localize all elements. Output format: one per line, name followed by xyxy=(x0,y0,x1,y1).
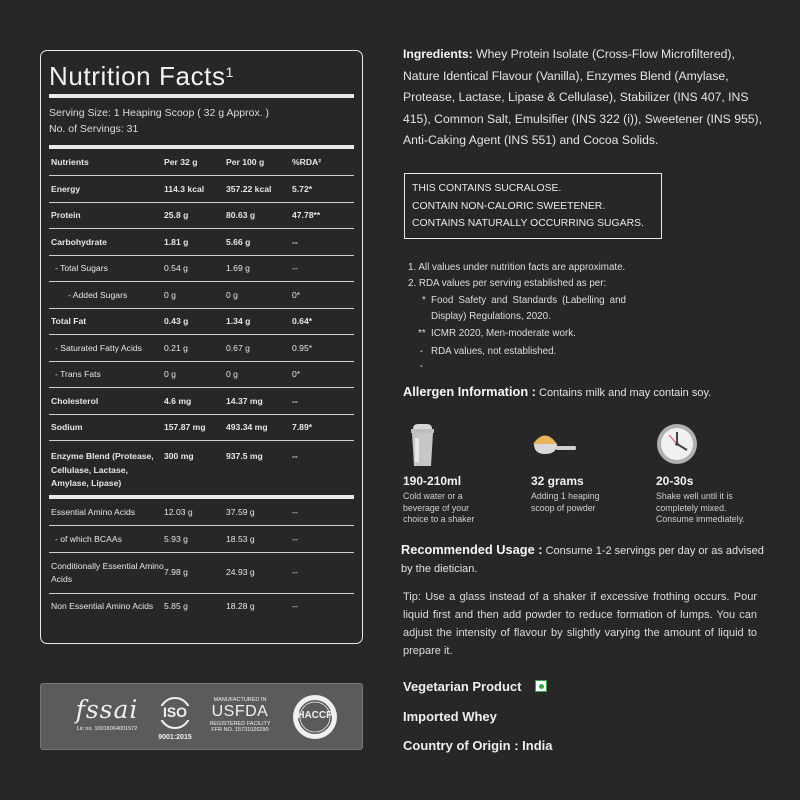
warning-line: THIS CONTAINS SUCRALOSE. xyxy=(412,183,562,194)
row-per-100g: 0 g xyxy=(226,289,238,300)
fssai-text: fssai xyxy=(75,695,139,724)
header-nutrients: Nutrients xyxy=(51,157,89,167)
row-per-32g: 1.81 g xyxy=(164,236,189,247)
table-row xyxy=(49,309,354,336)
serving-size: Serving Size: 1 Heaping Scoop ( 32 g Approx. ) xyxy=(49,107,270,119)
iso-num: 9001:2015 xyxy=(158,734,192,741)
warning-line: CONTAIN NON-CALORIC SWEETENER. xyxy=(412,200,606,212)
row-per-32g: 157.87 mg xyxy=(164,422,206,433)
certifications-strip xyxy=(40,683,363,750)
ingredients-text: Whey Protein Isolate (Cross-Flow Microfiltered), Nature Identical Flavour (Vanilla), Enzymes Blend (Amylase, Protease, Lactase, Lipase & Cellulase), Stabilizer (INS 407, INS 415), Common Salt, Emulsifier (INS 322 (i)), Sweetener (INS 955), Anti-Caking Agent (INS 551) and Cocoa Solids. xyxy=(403,47,762,147)
usage-step-scoop xyxy=(531,420,641,514)
ingredients-label: Ingredients: xyxy=(403,47,473,61)
footnotes xyxy=(408,260,758,375)
footnote-text: 1. All values under nutrition facts are approximate. xyxy=(408,262,626,273)
allergen-text: Contains milk and may contain soy. xyxy=(535,387,712,399)
row-per-100g: 493.34 mg xyxy=(226,422,268,433)
row-rda: -- xyxy=(292,263,298,274)
row-nutrient: Sodium xyxy=(51,422,83,433)
row-per-32g: 0 g xyxy=(164,289,176,300)
row-rda: 7.89* xyxy=(292,422,313,433)
table-row xyxy=(49,203,354,230)
row-per-100g: 1.34 g xyxy=(226,316,251,327)
usage-step-desc: Adding 1 heaping scoop of powder xyxy=(531,491,600,513)
footnote-text: 2. RDA values per serving established as per: xyxy=(408,277,607,289)
row-per-100g: 5.66 g xyxy=(226,236,251,247)
row-nutrient: Carbohydrate xyxy=(51,236,107,247)
row-per-32g: 0 g xyxy=(164,369,176,380)
usage-step-title: 190-210ml xyxy=(403,474,462,488)
usage-tip: Tip: Use a glass instead of a shaker if excessive frothing occurs. Pour liquid first and then add powder to reduce formation of lumps. You can adjust the intensity of flavour by slightly varying the amount of liquid to prepare it. xyxy=(403,591,757,657)
row-per-32g: 4.6 mg xyxy=(164,395,192,406)
footnote-symbol: * xyxy=(422,295,426,306)
row-rda: -- xyxy=(292,507,298,517)
nutrition-facts-panel xyxy=(40,50,363,644)
imported-whey-label: Imported Whey xyxy=(403,709,497,724)
row-per-32g: 7.98 g xyxy=(164,567,188,578)
row-per-32g: 5.85 g xyxy=(164,601,188,611)
table-row xyxy=(49,594,354,635)
table-row xyxy=(49,388,354,415)
row-per-32g: 0.43 g xyxy=(164,316,189,327)
row-per-32g: 300 mg xyxy=(164,451,194,461)
nutrition-table xyxy=(49,149,354,635)
nutrition-table-header xyxy=(49,149,354,176)
country-of-origin: Country of Origin : India xyxy=(403,738,553,753)
row-rda: 0.95* xyxy=(292,342,313,353)
table-row xyxy=(49,499,354,526)
usfda-text: USFDA xyxy=(211,703,269,720)
row-rda: -- xyxy=(292,567,298,578)
row-nutrient: - Total Sugars xyxy=(55,263,108,274)
table-row xyxy=(49,526,354,553)
recommended-text: Consume 1-2 servings per day or as advised by the dietician. xyxy=(401,545,764,575)
footnote-sub xyxy=(408,293,758,324)
header-rda: %RDA² xyxy=(292,157,322,167)
vegetarian-label xyxy=(403,679,547,694)
row-per-100g: 937.5 mg xyxy=(226,451,263,461)
usfda-top: MANUFACTURED IN xyxy=(213,697,267,703)
veg-mark-icon xyxy=(535,680,547,692)
nutrition-title-text: Nutrition Facts xyxy=(49,61,226,91)
clock-icon xyxy=(656,420,706,470)
row-per-100g: 357.22 kcal xyxy=(226,183,272,194)
warning-line: CONTAINS NATURALLY OCCURRING SUGARS. xyxy=(412,218,644,229)
row-nutrient: - Added Sugars xyxy=(68,289,128,300)
vegetarian-text: Vegetarian Product xyxy=(403,679,522,694)
row-per-100g: 0 g xyxy=(226,369,238,380)
footnote-1 xyxy=(408,260,758,276)
usfda-ffr: FFR NO. 15731026290 xyxy=(211,727,269,733)
usage-step-title: 20-30s xyxy=(656,474,694,488)
usage-step-clock xyxy=(656,420,766,526)
table-row xyxy=(49,176,354,203)
footnote-sub xyxy=(408,344,758,375)
row-nutrient: Protein xyxy=(51,210,81,221)
header-per-100g: Per 100 g xyxy=(226,157,265,167)
row-nutrient: Energy xyxy=(51,183,81,194)
nutrition-facts-title xyxy=(49,61,354,98)
row-nutrient: Cholesterol xyxy=(51,395,99,406)
row-rda: -- xyxy=(292,601,298,611)
row-nutrient: Conditionally Essential Amino Acids xyxy=(51,560,164,584)
footnote-sub-text: ICMR 2020, Men-moderate work. xyxy=(431,328,576,339)
row-per-100g: 14.37 mg xyxy=(226,395,263,406)
fssai-lic: Lic no. 10018064001572 xyxy=(76,726,138,732)
table-row xyxy=(49,229,354,256)
shaker-icon xyxy=(403,420,453,470)
header-per-32g: Per 32 g xyxy=(164,157,198,167)
row-per-32g: 0.54 g xyxy=(164,263,188,274)
row-nutrient: Enzyme Blend (Protease, Cellulase, Lactase, Amylase, Lipase) xyxy=(51,451,154,488)
row-per-32g: 114.3 kcal xyxy=(164,183,205,194)
row-per-100g: 0.67 g xyxy=(226,342,250,353)
row-rda: -- xyxy=(292,395,298,406)
footnote-symbol: ** xyxy=(418,328,426,339)
serving-info xyxy=(49,98,354,149)
recommended-label: Recommended Usage : xyxy=(401,542,543,557)
row-per-100g: 37.59 g xyxy=(226,507,255,517)
table-row xyxy=(49,441,354,499)
footnote-sub-text: RDA values, not established. xyxy=(431,345,557,357)
table-row xyxy=(49,362,354,389)
usfda-reg: REGISTERED FACILITY xyxy=(209,721,271,727)
row-nutrient: - Saturated Fatty Acids xyxy=(55,342,142,353)
row-per-100g: 80.63 g xyxy=(226,210,256,221)
row-rda: -- xyxy=(292,534,298,544)
row-rda: -- xyxy=(292,451,298,461)
usfda-logo xyxy=(204,697,276,733)
row-per-32g: 12.03 g xyxy=(164,507,193,517)
haccp-text: HACCP xyxy=(297,710,333,721)
table-row xyxy=(49,335,354,362)
row-per-32g: 0.21 g xyxy=(164,342,188,353)
table-row xyxy=(49,256,354,283)
footnote-sub-text: Food Safety and Standards (Labelling and Display) Regulations, 2020. xyxy=(431,295,626,322)
haccp-logo xyxy=(291,693,339,741)
table-row xyxy=(49,415,354,442)
table-row xyxy=(49,282,354,309)
footnote-sub xyxy=(408,326,758,342)
row-nutrient: Essential Amino Acids xyxy=(51,507,136,517)
row-rda: -- xyxy=(292,236,298,247)
footnote-symbol: -- xyxy=(419,345,423,372)
row-rda: 0* xyxy=(292,289,301,300)
row-per-32g: 25.8 g xyxy=(164,210,189,221)
ingredients-paragraph xyxy=(403,44,768,152)
nutrition-title-sup: 1 xyxy=(225,64,234,80)
row-rda: 0.64* xyxy=(292,316,313,327)
usage-step-desc: Cold water or a beverage of your choice to a shaker xyxy=(403,491,475,524)
row-per-100g: 18.53 g xyxy=(226,534,255,544)
sweetener-warning-box xyxy=(404,173,662,239)
table-row xyxy=(49,553,354,594)
usage-step-shaker xyxy=(403,420,513,526)
usage-step-desc: Shake well until it is completely mixed. Consume immediately. xyxy=(656,491,745,524)
iso-logo xyxy=(155,696,195,741)
row-per-100g: 18.28 g xyxy=(226,601,255,611)
usage-step-title: 32 grams xyxy=(531,474,584,488)
row-rda: 47.78** xyxy=(292,210,321,221)
row-nutrient: - of which BCAAs xyxy=(55,534,122,544)
servings-count: No. of Servings: 31 xyxy=(49,123,139,135)
row-nutrient: Total Fat xyxy=(51,316,87,327)
row-rda: 0* xyxy=(292,369,301,380)
row-per-32g: 5.93 g xyxy=(164,534,188,544)
row-nutrient: Non Essential Amino Acids xyxy=(51,601,154,611)
allergen-label: Allergen Information : xyxy=(403,384,536,399)
allergen-info xyxy=(403,384,711,399)
row-per-100g: 24.93 g xyxy=(226,567,255,578)
row-per-100g: 1.69 g xyxy=(226,263,250,274)
scoop-icon xyxy=(531,420,581,470)
fssai-logo xyxy=(69,697,145,732)
row-rda: 5.72* xyxy=(292,183,313,194)
iso-text: ISO xyxy=(162,704,188,720)
recommended-usage xyxy=(401,541,766,578)
footnote-2 xyxy=(408,276,758,292)
row-nutrient: - Trans Fats xyxy=(55,369,101,380)
